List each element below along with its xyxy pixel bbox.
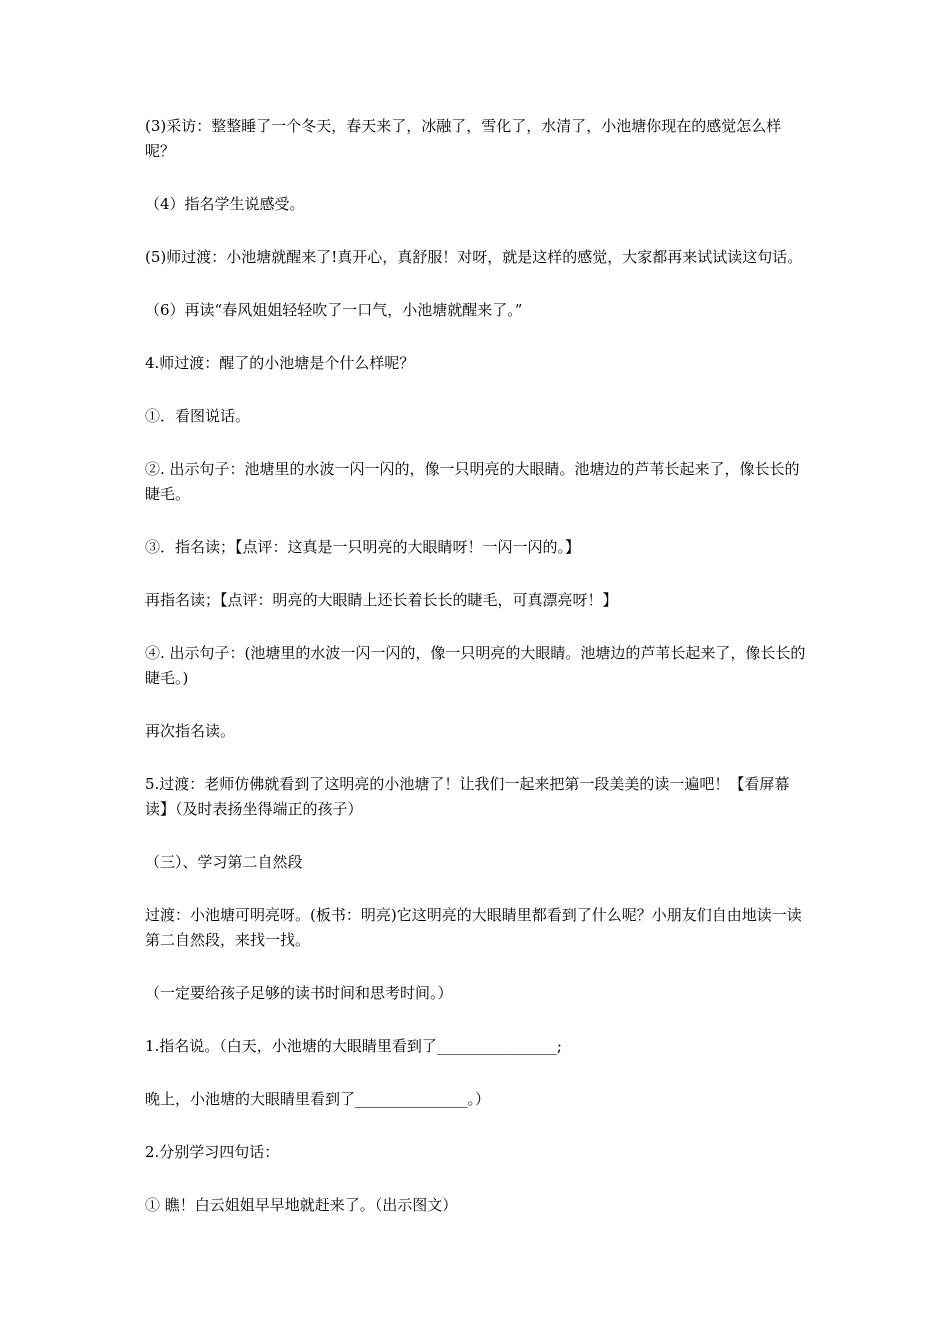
paragraph-step-5: 5.过渡：老师仿佛就看到了这明亮的小池塘了！让我们一起来把第一段美美的读一遍吧！【看屏幕读】（及时表扬坐得端正的孩子） [145,775,790,818]
paragraph-student-feelings: （4）指名学生说感受。 [145,195,305,213]
document-page [145,114,810,1218]
paragraph-night-blank: 晚上，小池塘的大眼睛里看到了_______________。） [145,1090,491,1108]
paragraph-look-and-talk: ①．看图说话。 [145,407,251,425]
paragraph-read-comment-1: ③．指名读；【点评：这真是一只明亮的大眼睛呀！一闪一闪的。】 [145,538,581,556]
paragraph-show-sentence-2: ④. 出示句子：(池塘里的水波一闪一闪的，像一只明亮的大眼睛。池塘边的芦苇长起来了，像长长的睫毛。) [145,644,806,687]
paragraph-teacher-transition: (5)师过渡：小池塘就醒来了!真开心，真舒服！对呀，就是这样的感觉，大家都再来试试读这句话。 [145,248,803,266]
section-heading-3: （三）、学习第二自然段 [145,853,303,871]
paragraph-transition-bright: 过渡：小池塘可明亮呀。(板书：明亮)它这明亮的大眼睛里都看到了什么呢？小朋友们自由地读一读第二自然段，来找一找。 [145,906,802,949]
paragraph-read-comment-2: 再指名读；【点评：明亮的大眼睛上还长着长长的睫毛，可真漂亮呀！】 [145,591,618,609]
paragraph-reread: （6）再读“春风姐姐轻轻吹了一口气，小池塘就醒来了。” [145,301,523,319]
paragraph-interview: (3)采访：整整睡了一个冬天，春天来了，冰融了，雪化了，水清了，小池塘你现在的感觉怎么样呢？ [145,117,782,160]
paragraph-read-again: 再次指名读。 [145,722,236,740]
paragraph-show-sentence: ②. 出示句子：池塘里的水波一闪一闪的，像一只明亮的大眼睛。池塘边的芦苇长起来了，像长长的睫毛。 [145,460,800,503]
paragraph-step-4: 4.师过渡：醒了的小池塘是个什么样呢？ [145,354,415,372]
paragraph-step-2: 2.分别学习四句话： [145,1143,280,1161]
paragraph-reading-time-note: （一定要给孩子足够的读书时间和思考时间。） [145,984,453,1002]
paragraph-day-blank: 1.指名说。（白天，小池塘的大眼睛里看到了________________; [145,1037,562,1055]
paragraph-cloud-sister: ① 瞧！白云姐姐早早地就赶来了。（出示图文） [145,1196,458,1214]
